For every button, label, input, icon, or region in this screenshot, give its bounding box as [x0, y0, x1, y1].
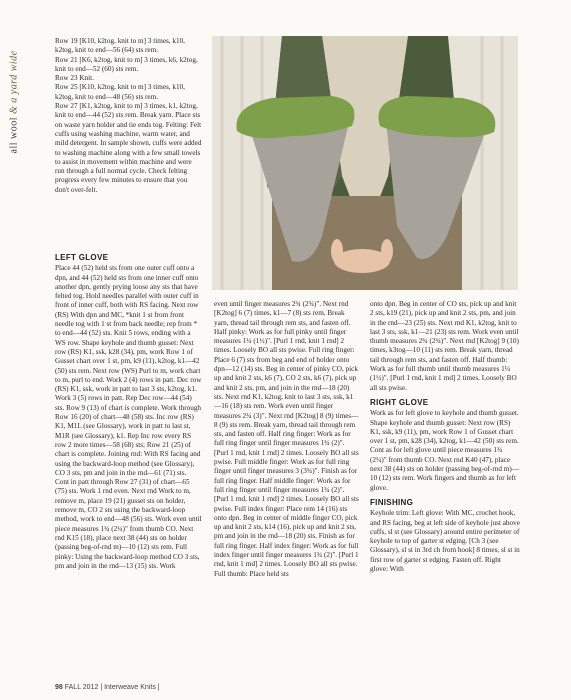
right-glove-heading: RIGHT GLOVE [370, 397, 429, 407]
finishing-instructions: Keyhole trim: Left glove: With MC, crochet hook, and RS facing, beg at left side of keyhole just above cuffs, sl st (see Glossary) around entire perimeter of keyhole to top of garter st edging. [Ch 3 (see Glossary), sl st in 3rd ch from hook] 8 times, sl st in first row of garter st edging. Fasten off. Right glove: With [370, 509, 520, 574]
page-footer [55, 684, 160, 691]
pattern-row: Row 27 [K1, k2tog, knit to m] 3 times, k1, k2tog, knit to end—44 (52) sts rem. Break yarn. Place sts on waste yarn holder and tie ends tog. Felting: Felt cuffs using washing machine, warm water, and mild detergent. In sample shown, cuffs were added to washing machine along with a few small towels to assist in movement within machine and were run through a full normal cycle. Check felting progress every few minutes to ensure that you don't over-felt. [55, 102, 202, 194]
fingers-instructions: even until finger measures 2¾ (2¾)". Next rnd [K2tog] 6 (7) times, k1—7 (8) sts rem. Break yarn, thread tail through rem sts, and fasten off. Half pinky: Work as for full pinky until finger measures 1¼ (1½)". [Purl 1 rnd, knit 1 rnd] 2 times. Loosely BO all sts pwise. Full ring finger: Place 6 (7) sts from beg and end of holder onto dpn—12 (14) sts. Beg in center of pinky CO, pick up and knit 2 sts, k6 (7), CO 2 sts, k6 (7), pick up and knit 2 sts, pm, and join in the rnd—18 (20) sts. Next rnd K1, k2tog, knit to last 3 sts, ssk, k1—16 (18) sts rem. Work even until finger measures 2¾ (3)". Next rnd [K2tog] 8 (9) times—8 (9) sts rem. Break yarn, thread tail through rem sts, and fasten off. Half ring finger: Work as for full ring finger until finger measures 1¾ (2)". [Purl 1 rnd, knit 1 rnd] 2 times. Loosely BO all sts pwise. Full middle finger: Work as for full ring finger until finger measures 3 (3¾)". Finish as for full ring finger. Half middle finger: Work as for full ring finger until finger measures 1¾ (2)". [Purl 1 rnd, knit 1 rnd] 2 times. Loosely BO all sts pwise. Full index finger: Place rem 14 (16) sts onto dpn. Beg in center of middle finger CO, pick up and knit 2 sts, k14 (16), pick up and knit 2 sts, pm and join in the rnd—18 (20) sts. Finish as for full ring finger. Half index finger: Work as for full index finger until finger measures 1¾ (2)". [Purl 1 rnd, knit 1 rnd] 2 times. Loosely BO all sts pwise. Full thumb: Place held sts [214, 300, 359, 578]
thumb-instructions: onto dpn. Beg in center of CO sts, pick up and knit 2 sts, k19 (21), pick up and knit 2 sts, pm, and join in the rnd—23 (25) sts. Next rnd K1, k2tog, knit to last 3 sts, ssk, k1—21 (23) sts rem. Work even until thumb measures 2¾ (2¾)". Next rnd [K2tog] 9 (10) times, k3tog—10 (11) sts rem. Break yarn, thread tail through rem sts, and fasten off. Half thumb: Work as for full thumb until thumb measures 1¼ (1½)". [Purl 1 rnd, knit 1 rnd] 2 times. Loosely BO all sts pwise. [370, 300, 519, 392]
side-title-italic: & a yard wide [8, 50, 20, 114]
hands-mittens-photo [212, 36, 518, 290]
pattern-row: Row 19 [K10, k2tog, knit to m] 3 times, k10, k2tog, knit to end—56 (64) sts rem. [55, 37, 185, 55]
pattern-row: Row 23 Knit. [55, 74, 94, 83]
left-glove-heading: LEFT GLOVE [55, 253, 109, 262]
side-title [2, 40, 22, 160]
issue-label: FALL 2012 [64, 684, 99, 691]
pattern-row: Row 25 [K10, k2tog, knit to m] 3 times, k10, k2tog, knit to end—48 (56) sts rem. [55, 83, 185, 101]
magazine-name: | Interweave Knits | [100, 684, 160, 691]
side-title-prefix: all wool [8, 117, 20, 154]
finishing-heading: FINISHING [370, 497, 414, 507]
photo-illustration [212, 36, 518, 290]
fingers-column [214, 300, 359, 579]
pattern-rows-column [55, 37, 202, 195]
left-glove-instructions: Place 44 (52) held sts from one outer cuff onto a dpn, and 44 (52) held sts from one inner cuff onto another dpn, gently prying loose any sts that have felted tog. Hold needles parallel with outer cuff in front of inner cuff, both with RS facing. Next row (RS) With dpn and MC, *knit 1 st from front needle tog with 1 st from back needle; rep from * to end—44 (52) sts. Knit 5 rows, ending with a WS row. Shape keyhole and thumb gusset: Next row (RS) K1, ssk, k28 (34), pm, work Row 1 of Gusset chart over 1 st, pm, k9 (11), k2tog, k1—42 (50) sts rem. Next row (WS) Purl to m, work chart to m, purl to end. Work 2 (4) rows in patt. Dec row (RS) K1, ssk, work in patt to last 3 sts, k2tog, k1. Work 3 (5) rows in patt. Rep Dec row—44 (54) sts. Row 9 (13) of chart is complete. Work through Row 16 (20) of chart—48 (58) sts. Inc row (RS) K1, M1L (see Glossary), work in patt to last st, M1R (see Glossary), k1. Rep Inc row every RS row 2 more times—58 (68) sts; Row 21 (25) of chart is complete. Joining rnd: With RS facing and using the backward-loop method (see Glossary), CO 3 sts, pm and join in the rnd—61 (71) sts. Cont in patt through Row 27 (31) of chart—65 (75) sts. Work 1 rnd even. Next rnd Work to m, remove m, place 19 (21) gusset sts on holder, remove m, CO 2 sts using the backward-loop method, work to end—48 (56) sts. Work even until piece measures 1¾ (2¼)" from thumb CO. Next rnd K15 (18), place next 38 (44) sts on holder (passing beg-of-rnd m)—10 (12) sts rem. Full pinky: Using the backward-loop method CO 3 sts, pm and join in the rnd—13 (15) sts. Work [55, 264, 202, 570]
pattern-row: Row 21 [K6, k2tog, knit to m] 3 times, k6, k2tog, knit to end—52 (60) sts rem. [55, 55, 198, 73]
right-column [370, 300, 520, 574]
left-glove-column [55, 248, 202, 571]
page-number: 98 [55, 684, 63, 691]
right-glove-instructions: Work as for left glove to keyhole and thumb gusset. Shape keyhole and thumb gusset: Next row (RS) K1, ssk, k9 (11), pm, work Row 1 of Gusset chart over 1 st, pm, k28 (34), k2tog, k1—42 (50) sts rem. Cont as for left glove until piece measures 1¾ (2¼)" from thumb CO. Next rnd K40 (47), place next 38 (44) sts on holder (passing beg-of-rnd m)—10 (12) sts rem. Work fingers and thumb as for left glove. [370, 409, 519, 492]
